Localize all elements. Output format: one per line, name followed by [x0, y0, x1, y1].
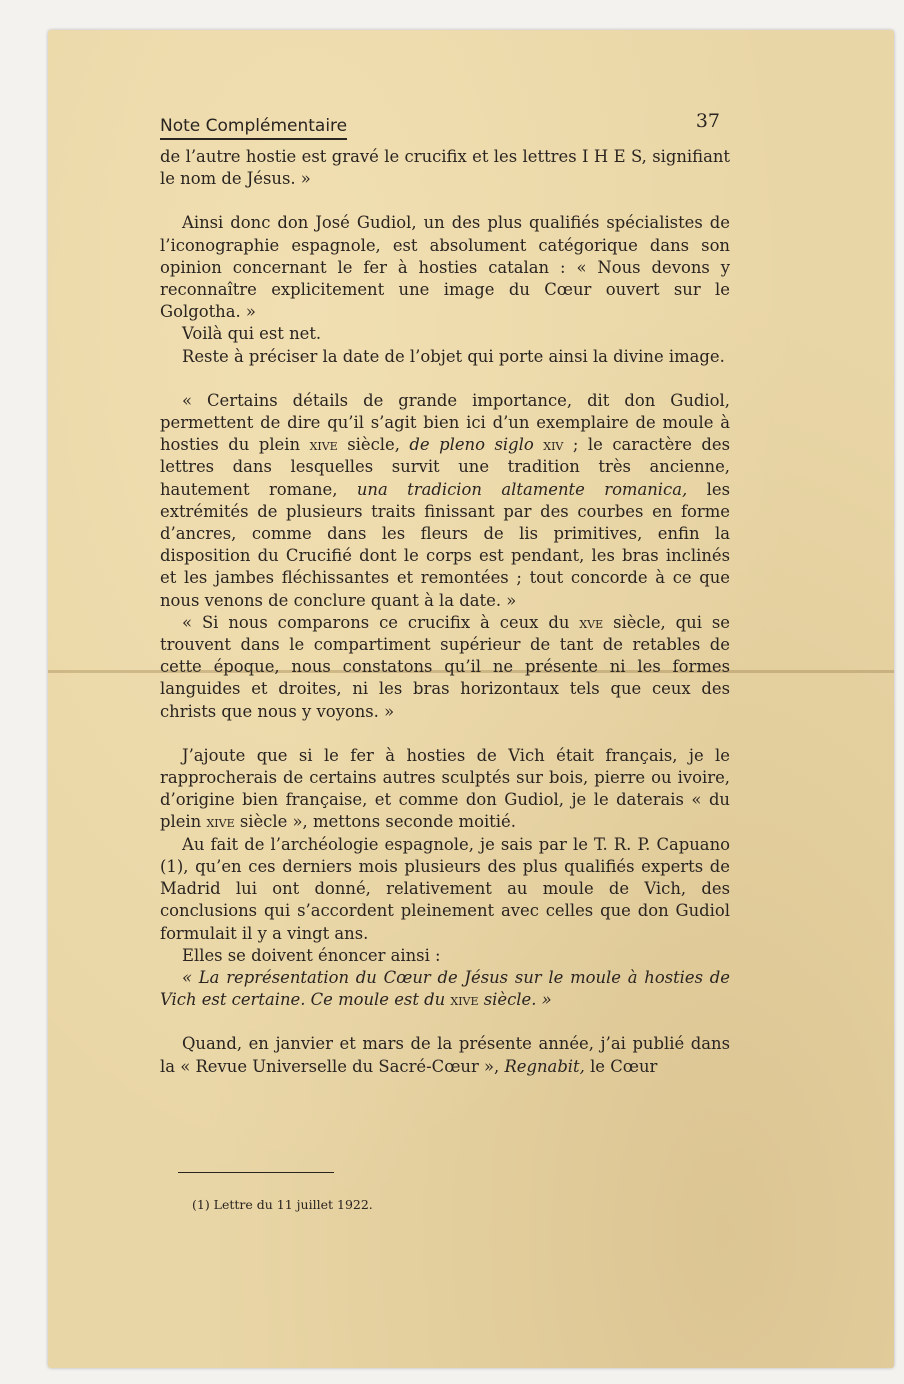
footnote-rule [178, 1172, 334, 1173]
text-run: siècle, qui se trouvent dans le compartiment supérieur de tant de retables de cette époque, nous constatons qu’il ne présente ni les formes languides et droites, ni les bras horizontaux tels que ceux des christs que nous y voyons. » [160, 612, 731, 721]
text-run: J’ajoute que si le fer à hosties de Vich était français, je le rapprocherais de certains autres sculptés sur bois, pierre ou ivoire, d’origine bien française, et comme don Gudiol, je le daterais « du plein [160, 745, 730, 832]
text-run [534, 435, 544, 454]
page-content [160, 110, 730, 1078]
text-run: siècle », mettons seconde moitié. [234, 812, 516, 832]
paragraph: Au fait de l’archéologie espagnole, je sais par le T. R. P. Capuano (1), qu’en ces derniers mois plusieurs des plus qualifiés experts de Madrid lui ont donné, relativement au moule de Vich, des conclusions qui s’accordent pleinement avec celles que don Gudiol formulait il y a vingt ans. [160, 834, 730, 943]
latin-quote: una tradicion altamente romanica, [356, 479, 688, 499]
century-numeral: xiv [543, 435, 564, 455]
page-header [160, 110, 730, 146]
paragraph: Voilà qui est net. [182, 324, 322, 344]
latin-quote: de pleno siglo [409, 435, 534, 455]
paragraph: de l’autre hostie est gravé le crucifix et les lettres I H E S, signifiant le nom de Jésus. » [160, 147, 730, 189]
paragraph [160, 745, 730, 834]
century-numeral: xive [206, 812, 235, 832]
body-text [160, 146, 730, 1078]
footnote: (1) Lettre du 11 juillet 1922. [192, 1197, 373, 1212]
paragraph: Reste à préciser la date de l’objet qui porte ainsi la divine image. [182, 346, 725, 366]
journal-title: Regnabit, [504, 1056, 585, 1076]
paragraph: Ainsi donc don José Gudiol, un des plus qualifiés spécialistes de l’iconographie espagnole, est absolument catégorique dans son opinion concernant le fer à hosties catalan : « Nous devons y reconnaître explicitement une image du Cœur ouvert sur le Golgotha. » [160, 213, 730, 322]
text-run: le Cœur [584, 1056, 658, 1076]
century-numeral: xve [579, 612, 604, 632]
text-run: ; le caractère des lettres dans lesquelles survit une tradition très ancienne, hautement romane, [160, 435, 731, 499]
paragraph [160, 612, 730, 723]
quoted-conclusion [160, 967, 730, 1011]
text-run: siècle. » [478, 990, 552, 1010]
paragraph [160, 1033, 730, 1077]
text-run: « Si nous comparons ce crucifix à ceux du [182, 612, 580, 632]
text-run: « La représentation du Cœur de Jésus sur le moule à hosties de Vich est certaine. Ce moule est du [160, 967, 730, 1010]
century-numeral: xive [450, 990, 479, 1010]
text-run: les extrémités de plusieurs traits finissant par des courbes en forme d’ancres, comme dans les fleurs de lis primitives, enfin la disposition du Crucifié dont le corps est pendant, les bras inclinés et les jambes fléchissantes et remontées ; tout concorde à ce que nous venons de conclure quant à la date. » [160, 479, 730, 610]
century-numeral: xive [309, 435, 338, 455]
text-run: siècle, [337, 435, 410, 455]
text-run: « Certains détails de grande importance, dit don Gudiol, permettent de dire qu’il s’agit bien ici d’un exemplaire de moule à hosties du plein [160, 390, 730, 455]
paragraph [160, 390, 730, 612]
page-number: 37 [695, 110, 720, 132]
running-title: Note Complémentaire [160, 116, 347, 140]
paragraph: Elles se doivent énoncer ainsi : [182, 945, 441, 965]
text-run: Quand, en janvier et mars de la présente année, j’ai publié dans la « Revue Universelle du Sacré-Cœur », [160, 1034, 730, 1076]
